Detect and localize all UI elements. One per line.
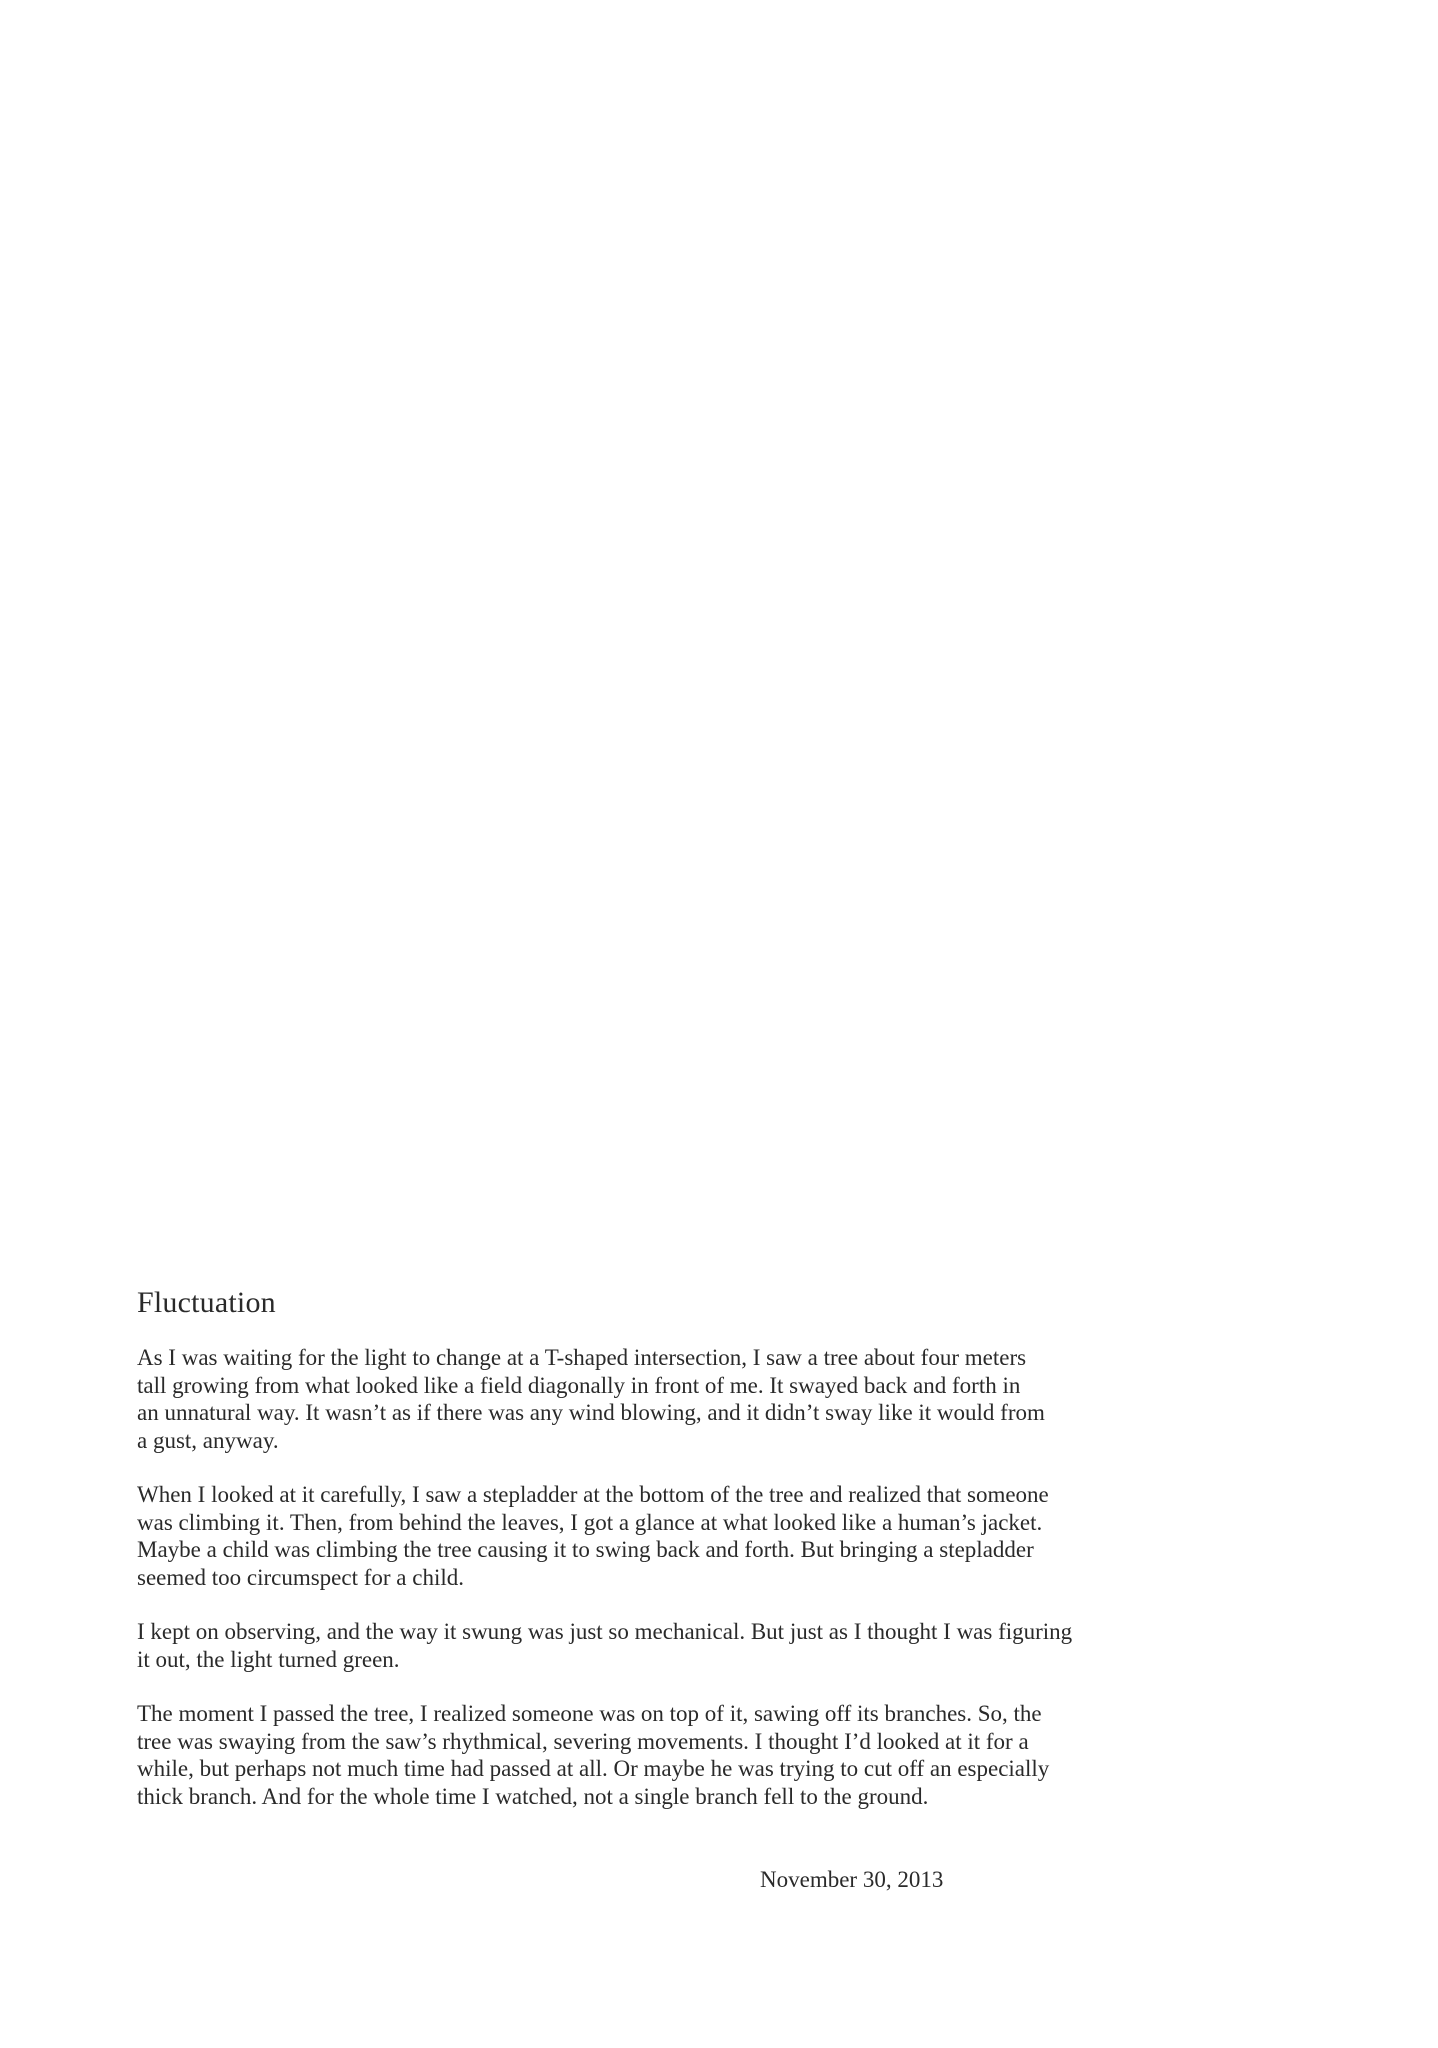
paragraph-line: thick branch. And for the whole time I watched, not a single branch fell to the ground. xyxy=(137,1783,929,1809)
paragraph-line: tree was swaying from the saw’s rhythmical, severing movements. I thought I’d looked at it for a xyxy=(137,1728,1029,1754)
paragraph-1 xyxy=(137,1344,1257,1454)
paragraph-line: it out, the light turned green. xyxy=(137,1646,400,1672)
essay-date: November 30, 2013 xyxy=(760,1867,944,1892)
paragraph-line: When I looked at it carefully, I saw a stepladder at the bottom of the tree and realized that someone xyxy=(137,1482,1049,1507)
paragraph-line: The moment I passed the tree, I realized someone was on top of it, sawing off its branches. So, the xyxy=(137,1701,1042,1726)
paragraph-line: tall growing from what looked like a field diagonally in front of me. It swayed back and forth in xyxy=(137,1372,1021,1398)
paragraph-line: was climbing it. Then, from behind the leaves, I got a glance at what looked like a human’s jacket. xyxy=(137,1509,1043,1535)
paragraph-line: Maybe a child was climbing the tree causing it to swing back and forth. But bringing a stepladder xyxy=(137,1537,1034,1562)
essay xyxy=(137,1284,1257,1837)
essay-title: Fluctuation xyxy=(137,1286,276,1319)
paragraph-line: a gust, anyway. xyxy=(137,1427,279,1453)
paragraph-line: an unnatural way. It wasn’t as if there was any wind blowing, and it didn’t sway like it would from xyxy=(137,1400,1045,1425)
paragraph-4 xyxy=(137,1700,1257,1810)
paragraph-line: seemed too circumspect for a child. xyxy=(137,1564,464,1590)
paragraph-line: As I was waiting for the light to change at a T-shaped intersection, I saw a tree about four meters xyxy=(137,1345,1027,1370)
paragraph-2 xyxy=(137,1481,1257,1591)
paragraph-3 xyxy=(137,1618,1257,1673)
paragraph-line: while, but perhaps not much time had passed at all. Or maybe he was trying to cut off an especially xyxy=(137,1756,1050,1781)
paragraph-line: I kept on observing, and the way it swung was just so mechanical. But just as I thought I was figuring xyxy=(137,1619,1073,1644)
